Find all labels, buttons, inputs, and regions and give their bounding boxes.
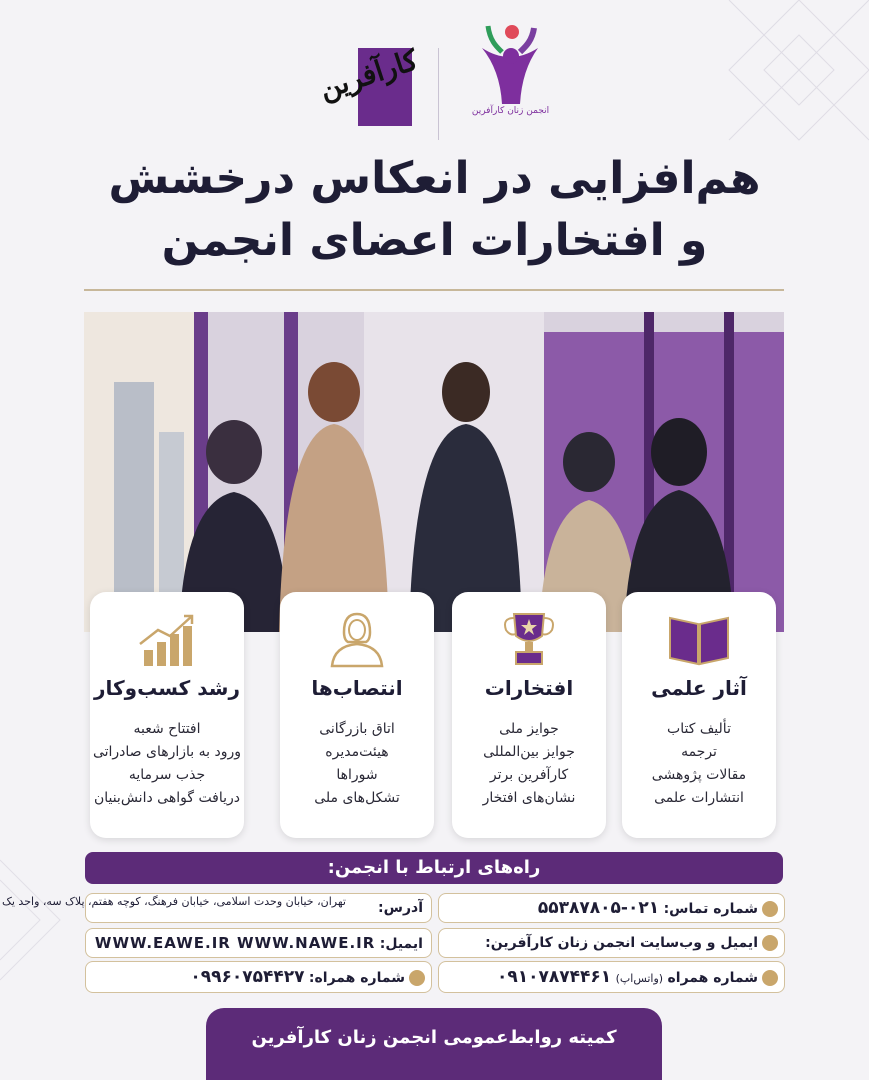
card-item: ورود به بازارهای صادراتی — [92, 744, 242, 760]
phone-value[interactable]: ۰۲۱-۵۵۳۸۷۸۰۵ — [537, 898, 660, 918]
card-title: انتصاب‌ها — [311, 676, 403, 700]
phone-label: شماره تماس: — [663, 901, 758, 917]
card-item: جوایز ملی — [499, 721, 559, 737]
headline-line-1: هم‌افزایی در انعکاس درخشش — [108, 153, 761, 204]
headline — [0, 148, 869, 272]
card-business-growth — [90, 592, 244, 838]
open-book-icon — [664, 610, 734, 668]
mobile2-box — [85, 961, 432, 993]
card-item: تشکل‌های ملی — [314, 790, 400, 806]
whatsapp-icon — [409, 970, 425, 986]
mobile2-label: شماره همراه: — [308, 970, 405, 986]
address-box — [2, 893, 432, 923]
card-title: رشد کسب‌وکار — [94, 676, 240, 700]
card-item: شوراها — [336, 767, 378, 783]
mobile-note: (واتس‌اپ) — [615, 972, 664, 985]
email-label: ایمیل: — [379, 936, 423, 952]
headline-divider — [84, 289, 784, 291]
card-title: آثار علمی — [651, 676, 747, 700]
card-appointments — [280, 592, 434, 838]
web-box — [438, 928, 785, 958]
card-item: جوایز بین‌المللی — [483, 744, 575, 760]
whatsapp-icon — [762, 970, 778, 986]
web-label: ایمیل و وب‌سایت انجمن زنان کارآفرین: — [485, 935, 758, 951]
email-box — [85, 928, 432, 958]
contact-heading: راه‌های ارتباط با انجمن: — [85, 852, 783, 884]
card-item: انتشارات علمی — [654, 790, 744, 806]
card-title: افتخارات — [484, 676, 574, 700]
logo-divider — [438, 48, 439, 140]
mobile-label: شماره همراه — [667, 970, 758, 986]
businesswoman-icon — [322, 610, 392, 668]
card-honors — [452, 592, 606, 838]
headline-line-2: و افتخارات اعضای انجمن — [161, 215, 708, 266]
card-item: مقالات پژوهشی — [651, 767, 747, 783]
trophy-icon — [494, 610, 564, 668]
card-item: هیئت‌مدیره — [325, 744, 389, 760]
card-item: افتتاح شعبه — [133, 721, 201, 737]
card-item: ترجمه — [681, 744, 717, 760]
association-logo-text: انجمن زنان کارآفرین — [471, 106, 550, 116]
mobile-box — [438, 961, 785, 993]
mobile2-value[interactable]: ۰۹۹۶۰۷۵۴۴۲۷ — [190, 967, 305, 987]
logo-area — [0, 18, 869, 130]
phone-icon — [762, 901, 778, 917]
address-label: آدرس: — [378, 900, 423, 916]
mobile-value[interactable]: ۰۹۱۰۷۸۷۴۴۶۱ — [497, 967, 612, 987]
card-item: دریافت گواهی دانش‌بنیان — [93, 790, 241, 806]
card-item: جذب سرمایه — [128, 767, 206, 783]
team-photo — [84, 312, 784, 632]
phone-box — [438, 893, 785, 923]
footer-banner: کمیته روابط‌عمومی انجمن زنان کارآفرین — [206, 1008, 662, 1080]
karafarin-logo — [315, 43, 422, 138]
growth-chart-icon — [132, 610, 202, 668]
address-value: تهران، خیابان وحدت اسلامی، خیابان فرهنگ، کوچه هفتم، پلاک سه، واحد یک — [2, 895, 346, 908]
karafarin-logo-text: کارآفرین — [315, 43, 422, 106]
card-item: تألیف کتاب — [667, 721, 731, 737]
decorative-pattern-bottom — [0, 860, 60, 980]
association-logo — [468, 18, 553, 130]
card-item: اتاق بازرگانی — [319, 721, 395, 737]
email-values[interactable]: WWW.EAWE.IR WWW.NAWE.IR — [94, 934, 376, 952]
card-item: نشان‌های افتخار — [482, 790, 576, 806]
card-scientific-works — [622, 592, 776, 838]
globe-icon — [762, 935, 778, 951]
card-item: کارآفرین برتر — [489, 767, 569, 783]
